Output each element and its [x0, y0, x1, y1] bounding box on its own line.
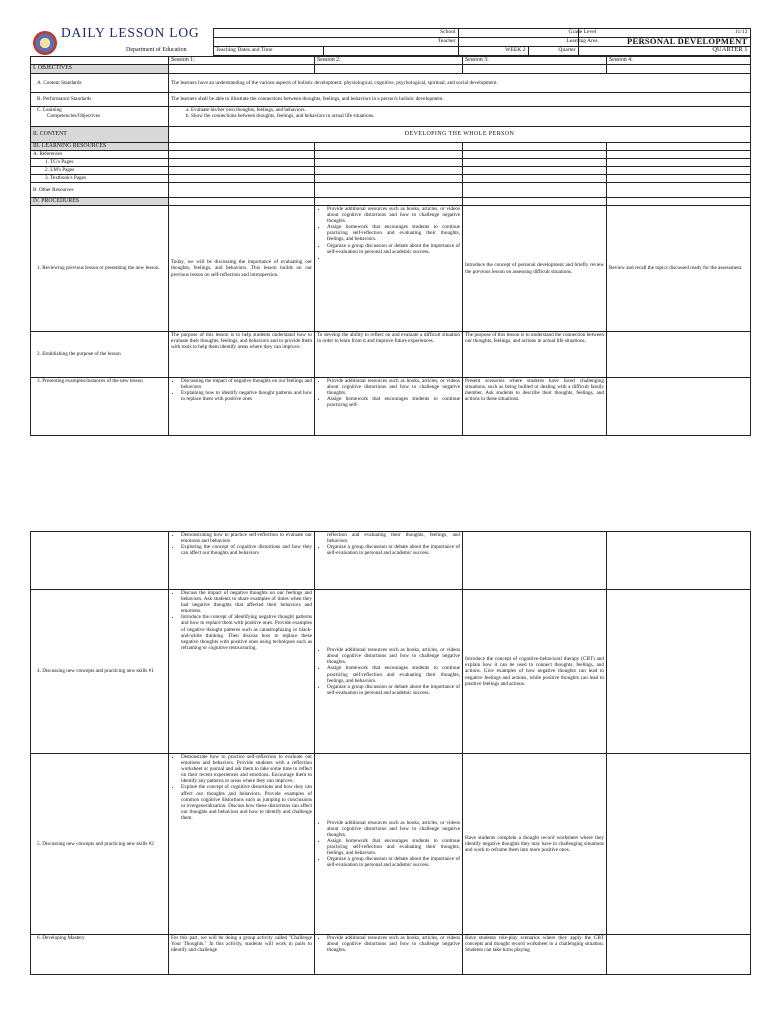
- session-2-header: Session 2:: [315, 57, 463, 65]
- content-standards-text: The learners have an understanding of the various aspects of holistic development: physiological, cognitive, psychological, spiritual, and social development.: [169, 74, 751, 93]
- establishing-session-2: To develop the ability to reflect on and evaluate a difficult situation in order to learn from it and improve future experiences.: [315, 332, 463, 378]
- learning-resources-heading: III. LEARNING RESOURCES: [31, 143, 169, 151]
- mastery-session-1: For this part, we will be doing a group activity called "Challenge Your Thoughts." In this activity, students will work in pairs to identify and challenge: [169, 935, 315, 975]
- mastery-session-2: [315, 935, 463, 975]
- textbook-pages-label: 3. Textbook's Pages: [31, 175, 169, 183]
- establishing-session-1: The purpose of this lesson is to help students understand how to evaluate their thoughts, feelings, and behaviors and to provide them with tools to help them identify areas where they can improve.: [169, 332, 315, 378]
- lesson-table-page-1: [30, 56, 751, 436]
- bullet-item: • Organize a group discussion or debate about the importance of self-evaluation in personal and academic success.: [327, 544, 460, 556]
- reviewing-label: 1. Reviewing previous lesson or presenting the new lesson.: [31, 206, 169, 332]
- grade-level-value: 11/12: [734, 29, 748, 35]
- session-4-header: Session 4:: [607, 57, 751, 65]
- establishing-label: 2. Establishing the purpose of the lesson: [31, 332, 169, 378]
- page-title: DAILY LESSON LOG: [61, 24, 200, 40]
- bullet-item: • Organize a group discussion or debate about the importance of self-evaluation in personal and academic success.: [327, 684, 460, 696]
- objectives-heading: I. OBJECTIVES: [31, 65, 169, 74]
- teaching-dates-label: Teaching Dates and Time: [213, 47, 323, 56]
- discussing-2-session-1: [169, 754, 315, 935]
- discussing-1-session-1: [169, 590, 315, 754]
- school-label: School: [213, 29, 458, 38]
- reviewing-session-2: [315, 206, 463, 332]
- presenting-label: 3. Presenting examples/instances of the new lesson: [31, 378, 169, 436]
- discussing-1-label: 4. Discussing new concepts and practicing new skills #1: [31, 590, 169, 754]
- discussing-1-session-3: Introduce the concept of cognitive-behavioral therapy (CBT) and explain how it can be used to connect thoughts, feelings, and actions. Give examples of how negative thoughts can lead to negative feelings and actions, while positive thoughts can lead to positive feelings and actions.: [463, 590, 607, 754]
- bullet-item: • Exploring the concept of cognitive distortions and how they can affect our thoughts and behaviors: [181, 544, 312, 556]
- header-table: [30, 24, 751, 56]
- week-label: WEEK 2: [458, 47, 528, 56]
- quarter-value: QUARTER 1: [578, 47, 750, 56]
- content-heading: II. CONTENT: [31, 127, 169, 143]
- reviewing-session-1: Today, we will be discussing the importance of evaluating our thoughts, feelings, and behaviors. This lesson builds on our previous lesson on self-reflection and introspection.: [169, 206, 315, 332]
- department-name: Department of Education: [126, 46, 187, 53]
- competency-item: a. Evaluate his/her own thoughts, feelings, and behaviors.: [191, 107, 748, 113]
- discussing-2-label: 5. Discussing new concepts and practicing new skills #2: [31, 754, 169, 935]
- bullet-item: • Discuss the impact of negative thoughts on our feelings and behaviors. Ask students to share examples of times when they had negative thoughts that affected their behaviors and emotions.: [181, 590, 312, 614]
- learning-area-label: Learning Area: [566, 38, 598, 44]
- competencies-list: [169, 107, 751, 127]
- deped-seal-icon: [33, 31, 57, 55]
- header-logo-area: [30, 24, 213, 56]
- teacher-value[interactable]: [458, 38, 578, 47]
- bullet-item: • Discussing the impact of negative thoughts on our feelings and behaviors: [181, 378, 312, 390]
- teaching-dates-value[interactable]: [323, 47, 458, 56]
- presenting-session-3: Present scenarios where students have faced challenging situations, such as being bullied or dealing with a difficult family member. Ask students to describe their thoughts, feelings, and actions in these situations.: [463, 378, 607, 436]
- teacher-label: Teacher: [213, 38, 458, 47]
- continued-session-2: reflection and evaluating their thoughts, feelings, and behaviors. • Organize a group discussion or debate about the importance of self-evaluation in personal and academic success.: [315, 532, 463, 590]
- bullet-item: • Assign homework that encourages students to continue practicing self-reflection and evaluating their thoughts, feelings, and behaviors.: [327, 224, 460, 242]
- lesson-log-page-1: [30, 24, 750, 436]
- session-3-header: Session 3:: [463, 57, 607, 65]
- tg-pages-label: 1. TG's Pages: [31, 159, 169, 167]
- discussing-2-session-2: [315, 754, 463, 935]
- bullet-item: [327, 255, 460, 261]
- grade-level-label: Grade Level 11/12: [578, 29, 750, 38]
- presenting-session-1: [169, 378, 315, 436]
- mastery-session-3: Have students role-play scenarios where they apply the CBT concepts and thought record worksheet to a challenging situation. Students can take turns playing: [463, 935, 607, 975]
- school-value[interactable]: [458, 29, 578, 38]
- learning-area-cell: [566, 36, 750, 47]
- establishing-session-3: The purpose of this lesson is to understand the connection between our thoughts, feelings, and actions in actual life situations.: [463, 332, 607, 378]
- bullet-item: • Demonstrating how to practice self-reflection to evaluate our emotions and behaviors: [181, 532, 312, 544]
- bullet-item: • Assign homework that encourages students to continue practicing self-reflection and evaluating their thoughts, feelings, and behaviors.: [327, 838, 460, 856]
- performance-standards-label: B. Performance Standards: [31, 93, 169, 107]
- bullet-item: • Organize a group discussion or debate about the importance of self-evaluation in personal and academic success.: [327, 856, 460, 868]
- reviewing-session-3: Introduce the concept of personal development and briefly review the previous lesson on assessing difficult situations.: [463, 206, 607, 332]
- bullet-item: • Provide additional resources such as books, articles, or videos about cognitive distortions and how to challenge negative thoughts.: [327, 378, 460, 396]
- procedures-heading: IV. PROCEDURES: [31, 198, 169, 206]
- other-resources-label: B. Other Resources: [31, 183, 169, 198]
- continued-session-1: [169, 532, 315, 590]
- discussing-1-session-2: [315, 590, 463, 754]
- bullet-item: • Provide additional resources such as books, articles, or videos about cognitive distortions and how to challenge negative thoughts.: [327, 935, 460, 953]
- bullet-item: • Assign homework that encourages students to continue practicing self-reflection and evaluating their thoughts, feelings, and behaviors.: [327, 665, 460, 683]
- bullet-item: • Provide additional resources such as books, articles, or videos about cognitive distortions and how to challenge negative thoughts.: [327, 820, 460, 838]
- presenting-session-2: [315, 378, 463, 436]
- bullet-item: • Introduce the concept of identifying negative thought patterns and how to replace them with positive ones. Provide examples of negative thought patterns such as catastrophizing or black-and-white thinking. Then discuss how to replace these negative thoughts with positive ones using techniques such as reframing or cognitive restructuring.: [181, 614, 312, 651]
- lesson-table-page-2: [30, 531, 751, 975]
- discussing-2-session-3: Have students complete a thought record worksheet where they identify negative thoughts they may have in challenging situations and work to reframe them into more positive ones.: [463, 754, 607, 935]
- lesson-log-page-2: [30, 531, 750, 975]
- mastery-label: 6. Developing Mastery: [31, 935, 169, 975]
- competency-item: b. Show the connections between thoughts, feelings, and behaviors in actual life situations.: [191, 113, 748, 119]
- performance-standards-text: The learners shall be able to illustrate the connections between thoughts, feelings, and behaviors in a person's holistic development.: [169, 93, 751, 107]
- references-label: A. References: [31, 151, 169, 159]
- quarter-label: Quarter: [528, 47, 578, 56]
- bullet-item: • Organize a group discussion or debate about the importance of self-evaluation in personal and academic success.: [327, 243, 460, 255]
- bullet-item: • Explaining how to identify negative thought patterns and how to replace them with positive ones: [181, 390, 312, 402]
- content-standards-label: A. Content Standards: [31, 74, 169, 93]
- bullet-item: • Provide additional resources such as books, articles, or videos about cognitive distortions and how to challenge negative thoughts.: [327, 647, 460, 665]
- bullet-item: • Demonstrate how to practice self-reflection to evaluate our emotions and behaviors. Provide students with a reflection worksheet or journal and ask them to take some time to reflect on their recent experiences and emotions. Encourage them to identify any patterns or areas where they can improve.: [181, 754, 312, 784]
- blank-header-cell: [31, 57, 169, 65]
- bullet-item: • Provide additional resources such as books, articles, or videos about cognitive distortions and how to challenge negative thoughts.: [327, 206, 460, 224]
- content-value: DEVELOPING THE WHOLE PERSON: [169, 127, 751, 143]
- session-1-header: Session 1:: [169, 57, 315, 65]
- learning-area-value: PERSONAL DEVELOPMENT: [626, 36, 748, 46]
- lm-pages-label: 2. LM's Pages: [31, 167, 169, 175]
- competencies-label: C. Learning Competencies/Objectives: [31, 107, 169, 127]
- reviewing-session-4: Review and recall the topics discussed ready for the assessment.: [607, 206, 751, 332]
- bullet-item: • Assign homework that encourages students to continue practicing self-: [327, 396, 460, 408]
- bullet-item: • Explore the concept of cognitive distortions and how they can affect our thoughts and behaviors. Provide examples of common cognitive distortions such as jumping to conclusions or overgeneralization. Discuss how these distortions can affect our thoughts and behaviors and how to identify and challenge them.: [181, 784, 312, 821]
